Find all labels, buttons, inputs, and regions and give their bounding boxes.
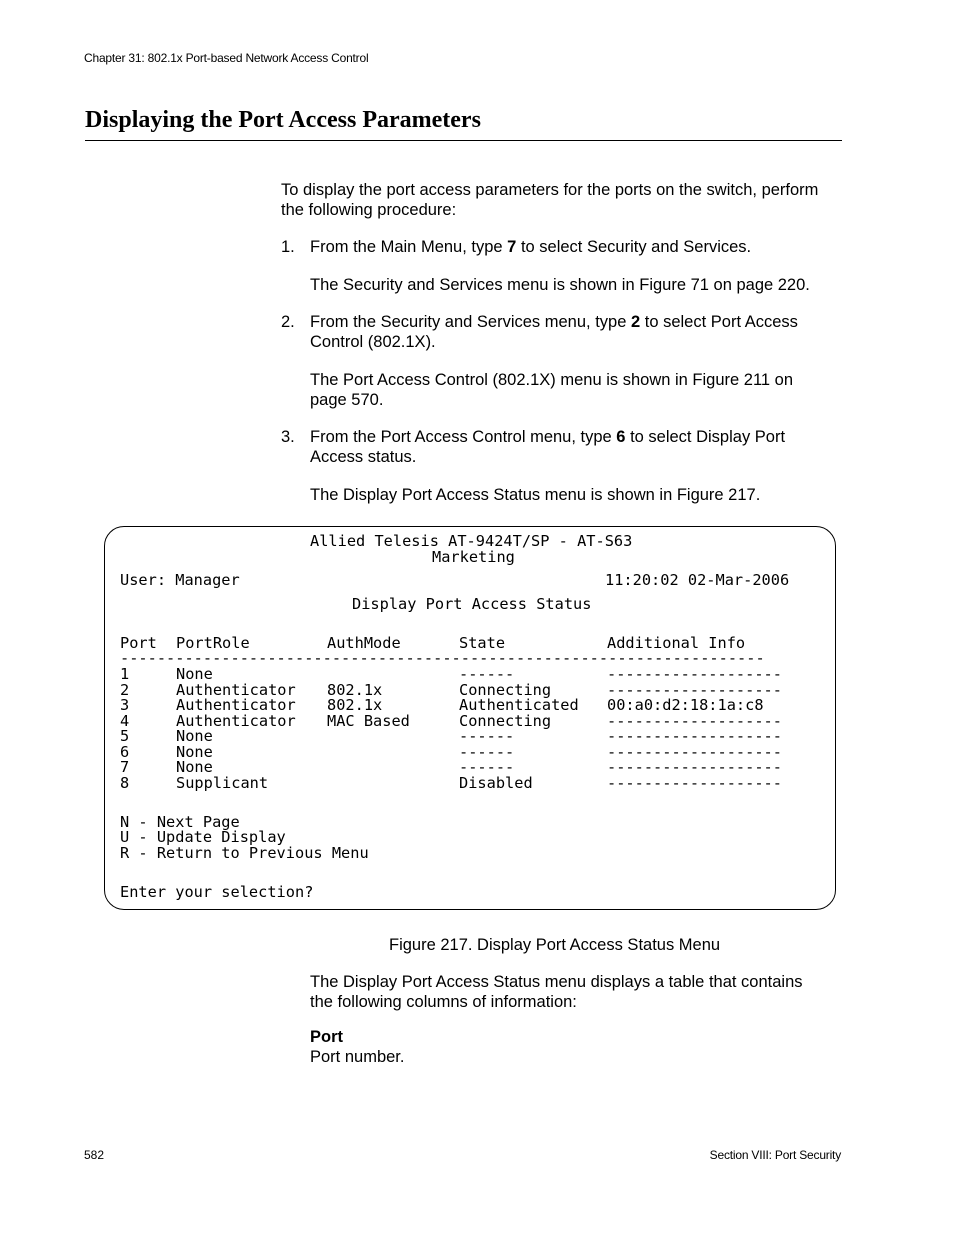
step-2-key: 2 [630, 313, 641, 331]
row-info: 00:a0:d2:18:1a:c8 [607, 696, 764, 714]
row-port: 1 [120, 665, 130, 683]
step-2-note [310, 370, 793, 410]
step-1-key: 7 [507, 238, 517, 256]
menu-option-return: R - Return to Previous Menu [120, 844, 369, 862]
step-2-text [310, 312, 798, 352]
step-3-pre: From the Port Access Control menu, type [310, 428, 617, 446]
page-title: Displaying the Port Access Parameters [85, 107, 481, 133]
terminal-separator: ---------------------------------------------------------------------- [120, 649, 765, 667]
step-3-line2: Access status. [310, 448, 417, 466]
row-info: ------------------- [607, 758, 782, 776]
step-2-note-line2: page 570. [310, 391, 384, 409]
step-3-post: to select Display Port [625, 428, 786, 446]
step-1-text [310, 237, 751, 257]
intro-line-1: To display the port access parameters for the ports on the switch, perform [281, 181, 819, 199]
intro-paragraph [281, 180, 818, 220]
term-definition: Port number. [310, 1048, 405, 1066]
terminal-datetime: 11:20:02 02-Mar-2006 [605, 571, 790, 589]
terminal-prompt: Enter your selection? [120, 883, 314, 901]
col-header-portrole: PortRole [176, 634, 250, 652]
row-state: ------ [459, 727, 515, 745]
row-portrole: None [176, 758, 213, 776]
footer-section: Section VIII: Port Security [709, 1148, 841, 1162]
step-2-line2: Control (802.1X). [310, 333, 436, 351]
row-state: Connecting [459, 711, 552, 730]
col-header-additional-info: Additional Info [607, 634, 746, 652]
row-info: ------------------- [607, 665, 782, 683]
step-1-number: 1. [281, 238, 295, 256]
step-3-note: The Display Port Access Status menu is shown in Figure 217. [310, 486, 761, 504]
row-authmode: MAC Based [327, 711, 410, 730]
step-1-note: The Security and Services menu is shown in Figure 71 on page 220. [310, 276, 810, 294]
row-authmode: 802.1x [327, 680, 383, 699]
row-port: 2 [120, 680, 130, 699]
col-header-authmode: AuthMode [327, 634, 401, 652]
menu-option-update-display: U - Update Display [120, 828, 286, 846]
after-line-2: the following columns of information: [310, 993, 577, 1011]
row-state: Authenticated [459, 696, 579, 714]
row-portrole: Authenticator [176, 711, 296, 730]
col-header-state: State [459, 634, 506, 652]
row-info: ------------------- [607, 680, 782, 699]
row-info: ------------------- [607, 727, 782, 745]
row-state: Connecting [459, 680, 552, 699]
step-2-pre: From the Security and Services menu, type [310, 313, 631, 331]
row-authmode: 802.1x [327, 696, 383, 714]
step-3-text [310, 427, 785, 467]
step-2-number: 2. [281, 313, 295, 331]
row-port: 7 [120, 758, 130, 776]
terminal-system-name: Allied Telesis AT-9424T/SP - AT-S63 [310, 532, 633, 550]
terminal-user: User: Manager [120, 571, 240, 589]
row-port: 8 [120, 773, 130, 792]
title-rule [85, 140, 842, 141]
row-info: ------------------- [607, 711, 782, 730]
row-state: ------ [459, 742, 515, 761]
row-info: ------------------- [607, 773, 782, 792]
row-info: ------------------- [607, 742, 782, 761]
step-1-pre: From the Main Menu, type [310, 238, 508, 256]
after-line-1: The Display Port Access Status menu displays a table that contains [310, 973, 803, 991]
step-3-number: 3. [281, 428, 295, 446]
running-header: Chapter 31: 802.1x Port-based Network Access Control [84, 51, 369, 65]
row-state: Disabled [459, 773, 533, 792]
row-portrole: None [176, 742, 213, 761]
terminal-location: Marketing [432, 548, 515, 566]
figure-caption: Figure 217. Display Port Access Status Menu [389, 936, 721, 954]
terminal-screen-title: Display Port Access Status [352, 595, 592, 613]
row-state: ------ [459, 758, 515, 776]
row-portrole: None [176, 727, 213, 745]
row-port: 3 [120, 696, 130, 714]
term-heading: Port [310, 1028, 343, 1046]
col-header-port: Port [120, 634, 157, 652]
step-1-post: to select Security and Services. [516, 238, 752, 256]
after-figure-paragraph [310, 972, 803, 1012]
step-2-post: to select Port Access [640, 313, 798, 331]
row-portrole: Supplicant [176, 773, 269, 792]
row-port: 5 [120, 727, 130, 745]
intro-line-2: the following procedure: [281, 201, 457, 219]
row-portrole: Authenticator [176, 696, 296, 714]
row-portrole: None [176, 665, 213, 683]
page-number: 582 [84, 1148, 105, 1162]
row-port: 4 [120, 711, 130, 730]
row-state: ------ [459, 665, 515, 683]
row-port: 6 [120, 742, 130, 761]
menu-option-next-page: N - Next Page [120, 813, 240, 831]
step-2-note-line1: The Port Access Control (802.1X) menu is shown in Figure 211 on [310, 371, 794, 389]
row-portrole: Authenticator [176, 680, 296, 699]
step-3-key: 6 [616, 428, 626, 446]
